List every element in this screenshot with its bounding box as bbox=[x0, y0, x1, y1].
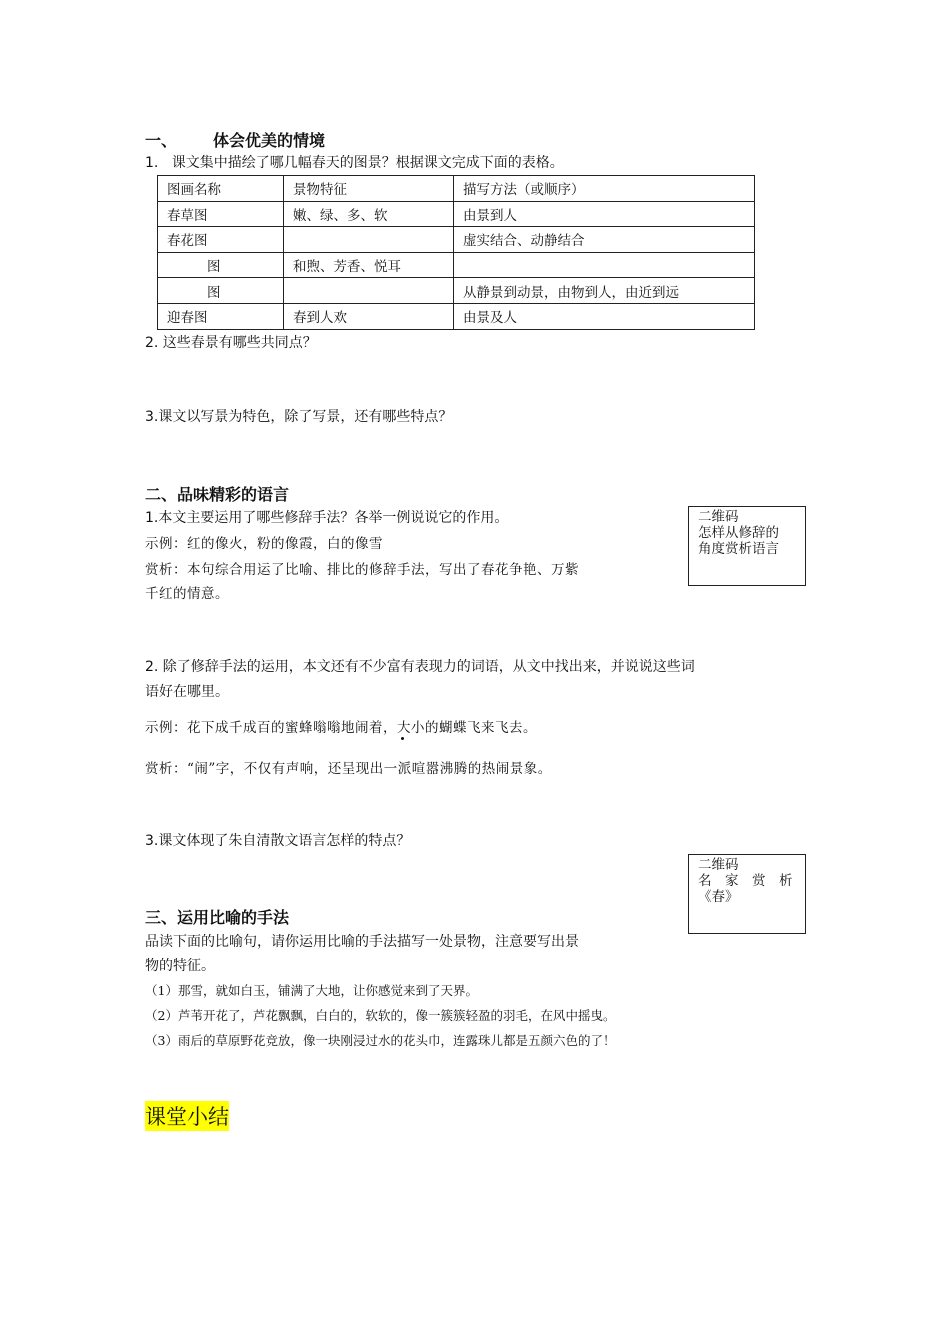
table-header: 描写方法（或顺序） bbox=[454, 176, 755, 202]
table-cell: 迎春图 bbox=[158, 303, 284, 329]
table-cell: 春花图 bbox=[158, 227, 284, 253]
table-row bbox=[158, 278, 755, 304]
section2-q1-analysis-line1: 赏析：本句综合用运了比喻、排比的修辞手法，写出了春花争艳、万紫 bbox=[145, 562, 579, 578]
section3-intro-line1: 品读下面的比喻句，请你运用比喻的手法描写一处景物，注意要写出景 bbox=[145, 934, 579, 950]
section2-question-1: 1.本文主要运用了哪些修辞手法？各举一例说说它的作用。 bbox=[145, 510, 509, 526]
table-cell: 图 bbox=[158, 278, 284, 304]
table-cell: 春草图 bbox=[158, 201, 284, 227]
table-row bbox=[158, 201, 755, 227]
summary-heading: 课堂小结 bbox=[145, 1101, 229, 1131]
section2-q1-analysis-line2: 千红的情意。 bbox=[145, 586, 229, 602]
table-cell: 图 bbox=[158, 252, 284, 278]
table-cell bbox=[284, 227, 454, 253]
qr-label: 二维码 bbox=[698, 857, 739, 873]
section2-question-2-line1: 2. 除了修辞手法的运用，本文还有不少富有表现力的词语，从文中找出来，并说说这些词 bbox=[145, 659, 695, 675]
section1-question-3: 3.课文以写景为特色，除了写景，还有哪些特点？ bbox=[145, 409, 453, 425]
section1-heading-number: 一、 bbox=[145, 131, 178, 150]
table-header: 图画名称 bbox=[158, 176, 284, 202]
section2-q2-analysis: 赏析：“闹”字，不仅有声响，还呈现出一派喧嚣沸腾的热闹景象。 bbox=[145, 761, 552, 777]
section2-heading: 二、品味精彩的语言 bbox=[145, 485, 290, 504]
section3-heading: 三、运用比喻的手法 bbox=[145, 908, 290, 927]
table-cell: 嫩、绿、多、软 bbox=[284, 201, 454, 227]
qr-caption: 怎样从修辞的 bbox=[698, 525, 779, 541]
table-cell: 虚实结合、动静结合 bbox=[454, 227, 755, 253]
simile-example: （2）芦苇开花了，芦花飘飘，白白的，软软的，像一簇簇轻盈的羽毛，在风中摇曳。 bbox=[145, 1008, 616, 1023]
qr-caption: 角度赏析语言 bbox=[698, 541, 779, 557]
table-header-row bbox=[158, 176, 755, 202]
qr-label: 二维码 bbox=[698, 509, 739, 525]
simile-example: （1）那雪，就如白玉，铺满了大地，让你感觉来到了天界。 bbox=[145, 983, 478, 998]
qr-code-box[interactable] bbox=[688, 506, 806, 586]
table-row bbox=[158, 303, 755, 329]
section2-question-3: 3.课文体现了朱自清散文语言怎样的特点？ bbox=[145, 833, 411, 849]
section2-q2-example: 示例：花下成千成百的蜜蜂嗡嗡地闹着，大小的蝴蝶飞来飞去。 bbox=[145, 720, 537, 736]
section1-question-2: 2. 这些春景有哪些共同点？ bbox=[145, 335, 317, 351]
simile-example: （3）雨后的草原野花竞放，像一块刚浸过水的花头巾，连露珠儿都是五颜六色的了！ bbox=[145, 1033, 616, 1048]
table-header: 景物特征 bbox=[284, 176, 454, 202]
table-row bbox=[158, 227, 755, 253]
emphasis-dot bbox=[401, 737, 404, 740]
section2-question-2-line2: 语好在哪里。 bbox=[145, 684, 229, 700]
qr-caption: 名 家 赏 析 bbox=[698, 873, 793, 889]
scenery-table bbox=[157, 175, 755, 330]
qr-caption: 《春》 bbox=[698, 889, 739, 905]
table-cell: 由景到人 bbox=[454, 201, 755, 227]
table-row bbox=[158, 252, 755, 278]
section1-heading: 体会优美的情境 bbox=[213, 131, 326, 150]
table-cell: 和煦、芳香、悦耳 bbox=[284, 252, 454, 278]
table-cell bbox=[454, 252, 755, 278]
table-cell: 从静景到动景，由物到人，由近到远 bbox=[454, 278, 755, 304]
qr-code-box[interactable] bbox=[688, 854, 806, 934]
table-cell: 春到人欢 bbox=[284, 303, 454, 329]
table-cell bbox=[284, 278, 454, 304]
table-cell: 由景及人 bbox=[454, 303, 755, 329]
section2-q1-example: 示例：红的像火，粉的像霞，白的像雪 bbox=[145, 536, 383, 552]
section1-question-1: 1. 课文集中描绘了哪几幅春天的图景？根据课文完成下面的表格。 bbox=[145, 155, 564, 171]
section3-intro-line2: 物的特征。 bbox=[145, 958, 215, 974]
